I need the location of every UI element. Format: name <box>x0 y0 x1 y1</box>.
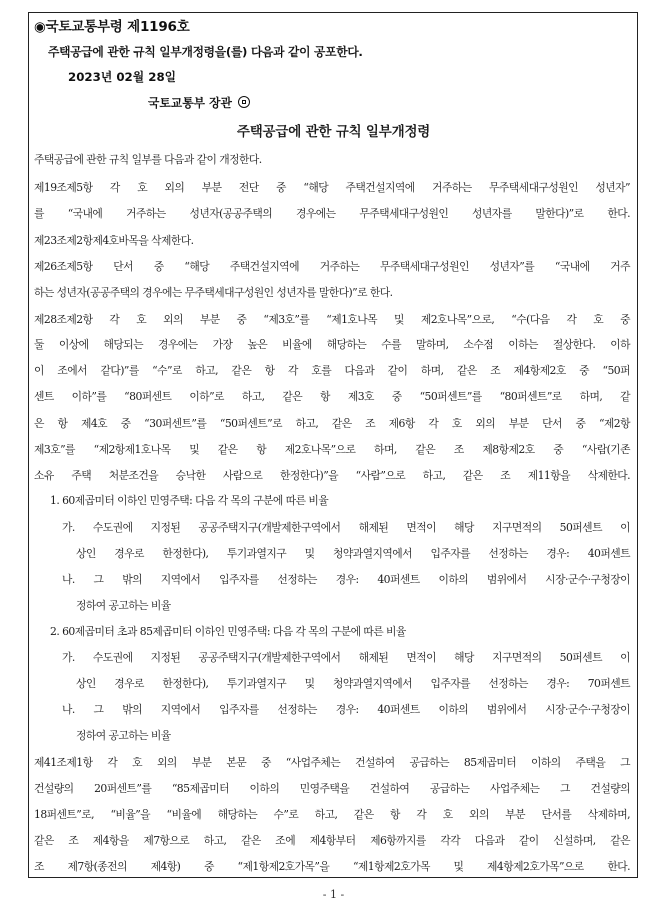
minister-title: 국토교통부 장관 <box>148 96 232 110</box>
decree-number: ◉국토교통부령 제1196호 <box>34 19 190 35</box>
body-line: 제3호”를 “제2항제1호나목 및 같은 항 제2호나목”으로 하며, 같은 조 제8항제2호 중 “사람(기존 <box>34 443 630 456</box>
body-line: 를 “국내에 거주하는 성년자(공공주택의 경우에는 무주택세대구성원인 성년자를 말한다)”로 한다. <box>34 207 630 220</box>
list-subitem-continued: 정하여 공고하는 비율 <box>76 599 171 612</box>
list-subitem-continued: 정하여 공고하는 비율 <box>76 729 171 742</box>
body-line: 소유 주택 처분조건을 승낙한 사람으로 한정한다)”을 “사람”으로 하고, 같은 조 제11항을 삭제한다. <box>34 469 630 482</box>
list-subitem: 나. 그 밖의 지역에서 입주자를 선정하는 경우: 40퍼센트 이하의 범위에서 시장·군수·구청장이 <box>62 703 630 716</box>
document-title: 주택공급에 관한 규칙 일부개정령 <box>236 124 431 140</box>
body-line: 이 조에서 같다)”를 “수”로 하고, 같은 항 각 호를 다음과 같이 하며, 같은 조 제4항제2호 중 “50퍼 <box>34 364 630 377</box>
list-subitem-continued: 상인 경우로 한정한다), 투기과열지구 및 청약과열지역에서 입주자를 선정하는 경우: 40퍼센트 <box>76 547 630 560</box>
body-line: 제19조제5항 각 호 외의 부분 전단 중 “해당 주택건설지역에 거주하는 무주택세대구성원인 성년자” <box>34 181 630 194</box>
list-subitem: 나. 그 밖의 지역에서 입주자를 선정하는 경우: 40퍼센트 이하의 범위에서 시장·군수·구청장이 <box>62 573 630 586</box>
list-subitem: 가. 수도권에 지정된 공공주택지구(개발제한구역에서 해제된 면적이 해당 지구면적의 50퍼센트 이 <box>62 521 630 534</box>
body-line: 건설량의 20퍼센트”를 “85제곱미터 이하의 민영주택을 건설하여 공급하는 사업주체는 그 건설량의 <box>34 782 630 795</box>
body-line: 은 항 제4호 중 “30퍼센트”를 “50퍼센트”로 하고, 같은 조 제6항 각 호 외의 부분 단서 중 “제2항 <box>34 417 630 430</box>
body-line: 주택공급에 관한 규칙 일부를 다음과 같이 개정한다. <box>34 153 262 166</box>
body-line: 제26조제5항 단서 중 “해당 주택건설지역에 거주하는 무주택세대구성원인 성년자”를 “국내에 거주 <box>34 260 630 273</box>
body-line: 같은 조 제4항을 제7항으로 하고, 같은 조에 제4항부터 제6항까지를 각각 다음과 같이 신설하며, 같은 <box>34 834 630 847</box>
body-line: 조 제7항(종전의 제4항) 중 “제1항제2호가목”을 “제1항제2호가목 및 제4항제2호가목”으로 한다. <box>34 860 630 873</box>
body-line: 하는 성년자(공공주택의 경우에는 무주택세대구성원인 성년자를 말한다)”로 한다. <box>34 286 393 299</box>
body-line: 제23조제2항제4호바목을 삭제한다. <box>34 234 194 247</box>
page-number: - 1 - <box>322 888 345 901</box>
list-item: 1. 60제곱미터 이하인 민영주택: 다음 각 목의 구분에 따른 비율 <box>50 494 329 507</box>
promulgation-date: 2023년 02월 28일 <box>68 70 177 84</box>
body-line: 둘 이상에 해당되는 경우에는 가장 높은 비율에 해당하는 수를 말하며, 소수점 이하는 절상한다. 이하 <box>34 338 630 351</box>
list-subitem: 가. 수도권에 지정된 공공주택지구(개발제한구역에서 해제된 면적이 해당 지구면적의 50퍼센트 이 <box>62 651 630 664</box>
minister-signature <box>148 94 250 111</box>
list-item: 2. 60제곱미터 초과 85제곱미터 이하인 민영주택: 다음 각 목의 구분에 따른 비율 <box>50 625 406 638</box>
promulgation-statement: 주택공급에 관한 규칙 일부개정령을(를) 다음과 같이 공포한다. <box>48 45 363 59</box>
body-line: 제28조제2항 각 호 외의 부분 중 “제3호”를 “제1호나목 및 제2호나목”으로, “수(다음 각 호 중 <box>34 313 630 326</box>
body-line: 센트 이하”를 “80퍼센트 이하”로 하고, 같은 항 제3호 중 “50퍼센트”를 “80퍼센트”로 하며, 같 <box>34 390 630 403</box>
seal-icon <box>238 96 250 108</box>
list-subitem-continued: 상인 경우로 한정한다), 투기과열지구 및 청약과열지역에서 입주자를 선정하는 경우: 70퍼센트 <box>76 677 630 690</box>
body-line: 제41조제1항 각 호 외의 부분 본문 중 “사업주체는 건설하여 공급하는 85제곱미터 이하의 주택을 그 <box>34 756 630 769</box>
body-line: 18퍼센트”로, “비율”을 “비율에 해당하는 수”로 하고, 같은 항 각 호 외의 부분 단서를 삭제하며, <box>34 808 630 821</box>
